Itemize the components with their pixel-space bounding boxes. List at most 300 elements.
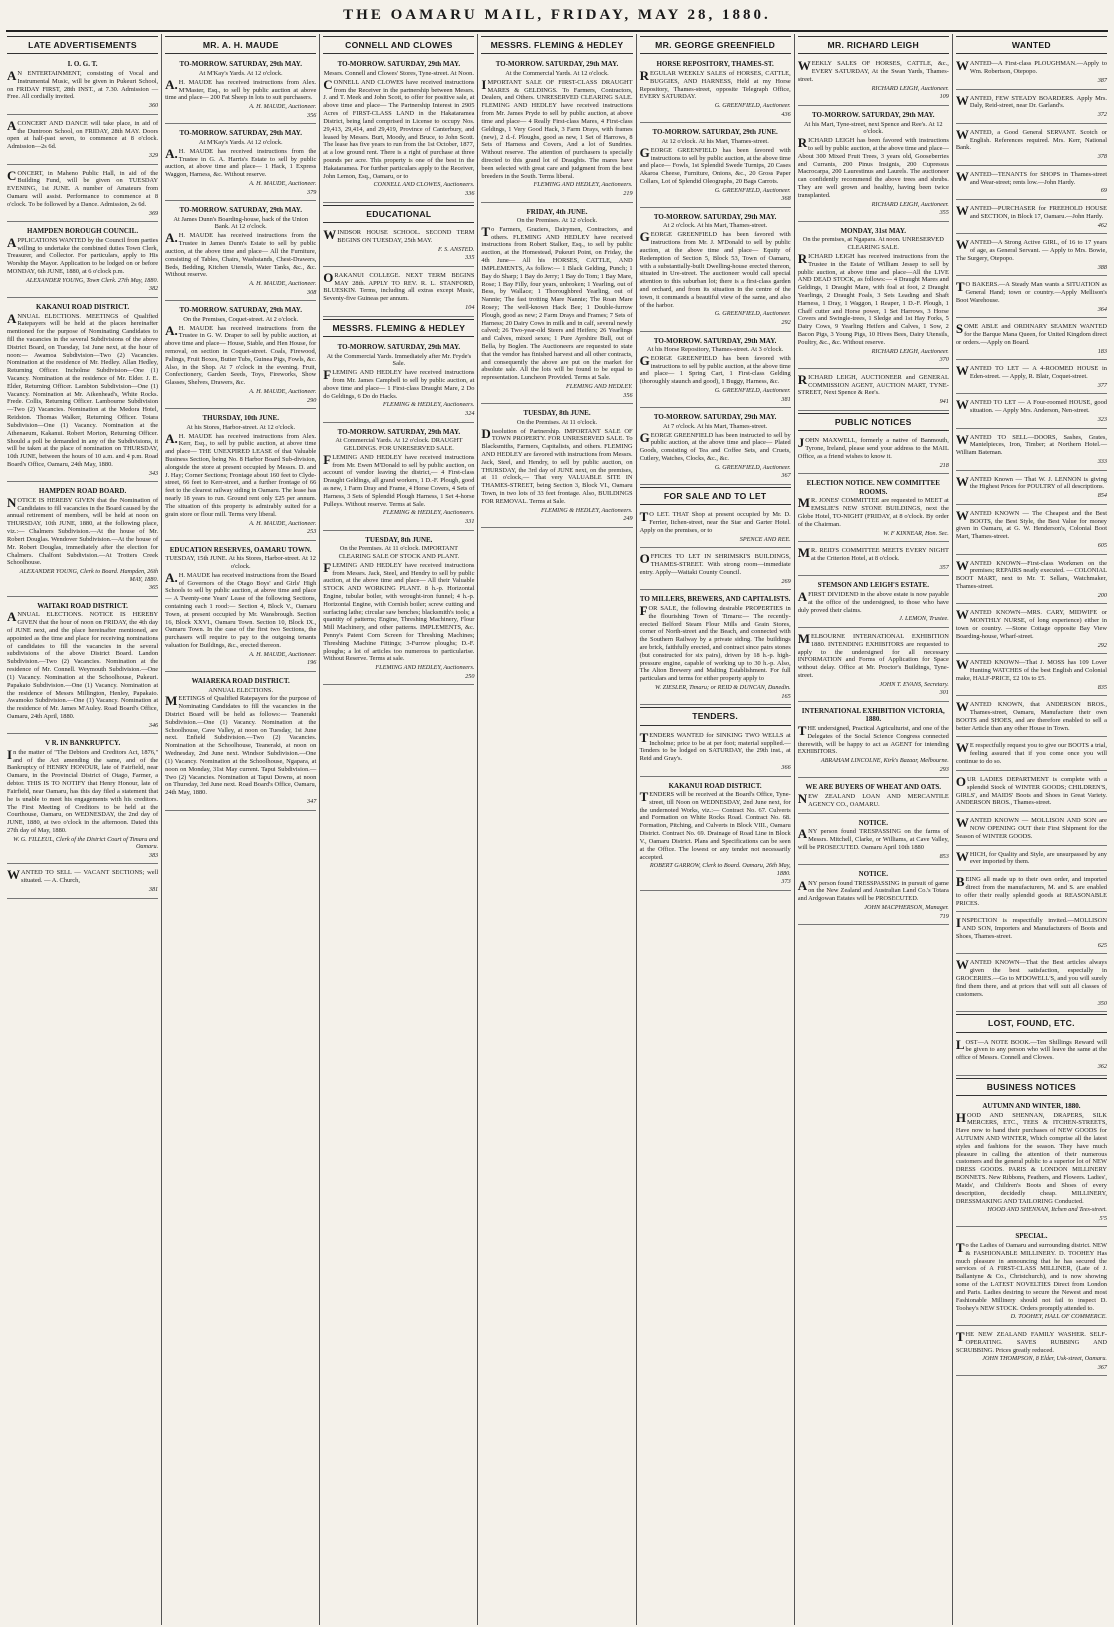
ad-signature: FLEMING AND HEDLEY. [566,383,633,391]
ad-title: TO-MORROW. SATURDAY, 29th MAY. [653,212,777,221]
ad-title: TO-MORROW. SATURDAY, 29th MAY. [179,306,302,315]
column-heading: MR. GEORGE GREENFIELD [640,36,791,54]
ad-body: WANTED TO LET — A Four-roomed HOUSE, good situation. — Apply Mrs. Anderson, Nen-street. [955,397,1107,415]
ad-signature: RICHARD LEIGH, Auctioneer. [871,200,949,208]
ad-title: SPECIAL. [1015,1232,1048,1241]
ad-subtitle: At the Commercial Yards. Immediately after Mr. Fryde's Sale. [326,352,472,368]
ad-body: WANTED Known — That W. J. LENNON is giving the Highest Prices for POULTRY of all descriptions. [955,473,1107,491]
ad-number: 269 [781,577,791,585]
ad-body: RICHARD LEIGH has received instructions from the Trustee in the Estate of William Jessep to sell by public auction, at above time and place—All the LIVE AND DEAD STOCK, as follows:— 4 Draught Mares and Geldings, 1 Draught Mare, with foal at foot, 2 Draught Yearlings, 2 Draught Foals, 3 Sets Leading and Shaft Harness, 1 Dray, 1 Waggon, 1 Reaper, 1 D.-F. Plough, 1 Chaff cutter and Horse power, 1 Set Harrows, 3 Horse Covers and Swingle-trees, 1 Sledge and 1st Hay Forks, 5 Dairy Cows, 9 Yearling Heifers and Calves, 1 Sow, 2 Bacon Pigs, 3 Young Pigs, 10 Hives Bees, Dairy Utensils, Poultry, &c., &c. Without reserve. [797,250,949,346]
ad-number: 69 [1100,187,1107,195]
ad-title: HAMPDEN ROAD BOARD. [38,487,127,496]
advertisement [956,1229,1107,1325]
ad-number: 308 [307,288,317,296]
ad-body: RICHARD LEIGH, AUCTIONEER and GENERAL COMMISSION AGENT, AUCTION MART, TYNE-STREET, Next Spence & Ree's. [797,371,949,397]
ad-number: 336 [465,189,475,197]
ad-subtitle: At M'Kay's Yards. At 12 o'clock. [198,138,283,146]
advertisement [956,656,1107,696]
advertisement [640,57,791,123]
ad-number: 356 [623,391,633,399]
advertisement [956,57,1107,89]
ad-number: 290 [307,396,317,404]
ad-signature: G. GREENFIELD, Auctioneer. [714,463,791,471]
ad-title: TO MILLERS, BREWERS, AND CAPITALISTS. [639,595,791,604]
column-heading: LATE ADVERTISEMENTS [7,36,158,54]
ad-body: NOTICE IS HEREBY GIVEN that the Nomination of Candidates to fill vacancies in the Board caused by the annual retirement of members, will be held at noon on THURSDAY, 10th JUNE, 1880, at the following place, viz.:— Chalmers Subdivision.—At the house of Mr. Robert Douglas. Wendover Subdivision.—At the house of Mr. Robert Douglas, immediately after the election for Chalmers. Chalfont Subdivision.—At Trotters Creek Schoolhouse. [7,494,159,567]
advertisement [956,848,1107,872]
advertisement [640,210,791,332]
ad-body: ORAKANUI COLLEGE. NEXT TERM BEGINS MAY 28th. APPLY TO REV. R. L. STANFORD, BLUESKIN. Terms, including all extras except Music, Seventy-five Guineas per annum. [323,269,475,303]
ad-body: AN ENTERTAINMENT, consisting of Vocal and Instrumental Music, will be given in Pukeuri School, on FRIDAY FIRST, 28th INST., at 7.30. Admission — Free. All cordially invited. [7,68,159,101]
ad-number: 219 [623,189,633,197]
ad-subtitle: At his Mart, Tyne-street, next Spence and Ree's. At 12 o'clock. [803,120,943,136]
ad-signature: HOOD AND SHENNAN, Itchen and Tees-street. [987,1206,1107,1214]
advertisement [7,300,158,482]
ad-title: HORSE REPOSITORY, THAMES-ST. [656,60,774,69]
advertisement [165,203,316,301]
columns-container [4,34,1110,1625]
ad-subtitle: On the premises, at Ngapara. At noon. UNRESERVED CLEARING SALE. [802,236,944,252]
ad-body: TO LET. THAT Shop at present occupied by Mr. D. Ferrier, Itchen-street, near the Star and Garter Hotel. Apply on the premises, or to [639,509,791,535]
ad-title: WAITAKI ROAD DISTRICT. [37,601,128,610]
ad-subtitle: At 2 o'clock. At his Mart, Thames-street. [663,222,768,230]
ad-title: HAMPDEN BOROUGH COUNCIL. [27,227,139,236]
section-heading: TENDERS. [640,707,791,725]
ad-title: TO-MORROW. SATURDAY, 29th MAY. [179,129,302,138]
ad-signature: JOHN THOMPSON, 8 Elder, Usk-street, Oamaru. [982,1355,1107,1363]
advertisement [956,473,1107,505]
ad-body: ANNUAL ELECTIONS. MEETINGS of Qualified Ratepayers will be held at the places hereinafter mentioned for the purpose of Nominating Candidates to fill the vacancies in the several Subdivisions of the above District Board, on Tuesday, 1st June next, at the hour of noon:— Awamoa Subdivision—Two (2) Vacancies. Nomination at the residence of Mr. Hedley. Allan Hedley, Returning Officer. Incholme Subdivision—One (1) Vacancy. Nomination at the residence of Mr. Elder. J. E. Elder, Returning Officer. Lambton Subdivision—One (1) Vacancy. Nomination at Mr. Aikenhead's, White Rocks. Frede. Collis, Returning Officer. Lambourne Subdivision—Two (2) Vacancies. Nomination at the Medora Hotel, Reidston. Thomas Walker, Returning Officer. Totara Subdivision—One (1) Vacancy. Nomination at the Athenaeum, Kakanui. Robert Morton, Returning Officer. Should a poll be demanded in any of the Subdivisions, it will be taken at the place of nomination on THURSDAY, 10th JUNE, between the hours of 10 a.m. and 4 p.m. Road Board's Office, Oamaru, 24th May, 1880. [7,310,159,468]
ad-number: 165 [781,692,791,700]
ad-number: 292 [781,318,791,326]
ad-number: 367 [1097,1363,1107,1371]
ad-subtitle: At M'Kay's Yards. At 12 o'clock. [198,70,283,78]
ad-body: To Farmers, Graziers, Dairymen, Contractors, and others. FLEMING AND HEDLEY have received instructions from Robert Stalker, Esq., to sell by public auction, at the Homestead, Pukeuri Point, on Friday, the 4th June— All his HORSES, CATTLE, AND IMPLEMENTS, As follow:— 1 Black Gelding, Punch; 1 Bay do Sharp; 1 Bay do Jerry; 1 Bay do Tom; 1 Bay Mare, Rose; 1 Bay Filly, four years, unbroken; 1 Yearling, out of Bess, by Wallace; 1 Thoroughbred Yearling, out of Nannie; The fast trotting Mare Nannie; The Roan Mare Rosey; The well-known Hack Bee; 1 Double-furrow Plough, good as new; 2 Farm Drays and Frames; 7 Sets of Harness; 20 Dairy Cows in milk and in calf, several newly calved; 26 Two-year-old Steers and Heifers; 26 Yearlings and Calves, mixed sexes; 1 Pure Ayrshire Bull, out of Bella, by Boglen. The Auctioneers are requested to state that the vendor has finished harvest and all other contracts, and consequently the above are put on the market for absolute sale. All the lots will be found to be equal to representation. Luncheon Provided. Terms at Sale. [481,223,633,382]
advertisement [956,914,1107,954]
ad-number: 382 [148,285,159,293]
advertisement [323,533,474,686]
ad-title: EDUCATION RESERVES, OAMARU TOWN. [169,545,312,554]
ad-title: WAIAREKA ROAD DISTRICT. [191,677,290,686]
advertisement [798,816,949,866]
advertisement [640,779,791,892]
ad-signature: A. H. MAUDE, Auctioneer. [249,280,317,288]
advertisement [798,434,949,474]
advertisement [956,1328,1107,1377]
ad-body: OUR LADIES DEPARTMENT is complete with a splendid Stock of WINTER GOODS; CHILDREN'S, GIRLS', and MAIDS' Boots and Shoes in Great Variety. ANDERSON BROS., Thames-street. [955,773,1107,807]
ad-signature: J. LEMON, Trustee. [899,615,949,623]
ad-signature: FLEMING AND HEDLEY, Auctioneers. [533,181,633,189]
ad-number: 329 [148,152,159,160]
ad-number: 333 [1097,458,1107,466]
advertisement [7,224,158,298]
ad-body: WANTED KNOWN—That the Best articles always given the best satisfaction, especially in GROCERIES.—Go to M'DOWELL'S, and you will surely find them there, and at prices that will suit all classes of customers. [955,957,1107,998]
advertisement [956,739,1107,770]
advertisement [323,226,474,267]
masthead-title: THE OAMARU MAIL, FRIDAY, MAY 28, 1880. [343,6,771,23]
ad-title: MONDAY, 31st MAY. [840,226,907,235]
ad-title: THURSDAY, 10th JUNE. [202,414,279,423]
ad-signature: W. G. FILLEUL, Clerk of the District Court of Timaru and Oamaru. [13,835,159,851]
ad-number: 378 [1097,153,1107,161]
advertisement [956,202,1107,234]
ad-title: TO-MORROW. SATURDAY, 29th MAY. [337,427,461,436]
advertisement [956,278,1107,318]
ad-title: AUTUMN AND WINTER, 1880. [982,1102,1081,1111]
advertisement [165,411,316,540]
ad-body: A.H. MAUDE has received instructions from the Trustee in James Dunn's Estate to sell by public auction, at the above time and place— All the Furniture, consisting of Tables, Chairs, Washstands, Chest-Drawers, Beds, Bedding, Kitchen Utensils, Water Tanks, &c., &c. Without reserve. [165,230,317,279]
ad-title: TO-MORROW. SATURDAY, 29th MAY. [653,336,777,345]
advertisement [7,57,158,114]
ad-body: WANTED TO LET — A 4-ROOMED HOUSE in Eden-street. — Apply, R. Blair, Coquet-street. [955,363,1107,381]
advertisement [798,57,949,106]
ad-body: WHICH, for Quality and Style, are unsurpassed by any ever imported by them. [955,848,1107,866]
advertisement [956,873,1107,912]
ad-number: 365 [148,584,159,592]
ad-body: FLEMING AND HEDLEY have received instructions from Messrs. Jack, Steel, and Hendry to sell by public auction, at the above time and place— All their Valuable STOCK AND WORKING PLANT. 8 h.-p. Horizontal Engine, tubular boiler, with wrought-iron funnel; 4 h.-p. Horizontal Engine, with Cornish boiler; screw cutting and surfacing lathe; circular saw benches; blacksmith's tools; a quantity of patterns; Engine, Threshing Machinery, Flour Mill Machinery, and other patterns. IMPLEMENTS, &c. Penny's Patent Corn Screen for Threshing Machines; Threshing Machine Fittings; 3-Furrow ploughs; D.-F. ploughs; a lot of articles too numerous to particularise. Without Reserve. Terms at sale. [323,559,475,663]
column-heading: MR. A. H. MAUDE [165,36,316,54]
ad-body: LOST—A NOTE BOOK.—Ten Shillings Reward will be given to any person who will leave the same at the office of Messrs. Connell and Clowes. [955,1036,1107,1062]
ad-signature: ABRAHAM LINCOLNE, Kirk's Bazaar, Melbourne. [820,757,949,765]
ad-body: GEORGE GREENFIELD has been favored with instructions to sell by public auction, at the above time and place— Fowls, 1st Splendid Swede Turnips, 20 Cases Akaroa Cheese, Furniture, Onions, &c., 20 Gross Paper Collars, Lot of Splendid Oleographs, 20 Bags Carrots. [639,144,791,185]
ad-number: 331 [465,517,475,525]
advertisement [956,698,1107,737]
ad-signature: ROBERT GARROW, Clerk to Board. Oamaru, 26th May, 1880. [649,862,791,877]
ad-signature: JOHN MACPHERSON, Manager. [864,904,949,912]
ad-body: WINDSOR HOUSE SCHOOL. SECOND TERM BEGINS ON TUESDAY, 25th MAY. [323,227,475,244]
ad-title: NOTICE. [858,818,888,827]
ad-number: 364 [1097,305,1107,313]
ad-title: I. O. G. T. [67,60,98,69]
ad-signature: RICHARD LEIGH, Auctioneer. [871,347,949,355]
ad-body: OFFICES TO LET IN SHRIMSKI'S BUILDINGS, THAMES-STREET. With strong room—immediate entry. Apply—Waitaki County Council. [639,551,791,577]
ad-body: WANTED, FEW STEADY BOARDERS. Apply Mrs. Daly, Reid-street, near Dr. Garland's. [955,92,1107,110]
ad-number: 355 [939,209,949,217]
advertisement [956,320,1107,360]
ad-body: In the matter of "The Debtors and Creditors Act, 1876," and of the Act amending the same, and of the Bankruptcy of HENRY HONOUR, late of Fairfield, near Oamaru, in the Provincial District of Otago, Farmer, a debtor. THIS IS TO NOTIFY that Henry Honour, late of Fairfield, near Oamaru, has this day filed a statement that he is unable to meet his engagements with his creditors. The First Meeting of Creditors to be held at the Courthouse, Oamaru, on WEDNESDAY, the 2nd day of JUNE, 1880, at two o'clock in the afternoon. Dated this 27th day of May, 1880. [7,746,159,834]
ad-signature: SPENCE AND REE. [739,535,791,543]
ad-body: JOHN MAXWELL, formerly a native of Banmouth, Tyrone, Ireland, please send your address to the MAIL Office, as a friend wishes to know it. [797,435,949,460]
ad-number: 356 [307,111,317,119]
ad-title: WE ARE BUYERS OF WHEAT AND OATS. [805,783,942,792]
advertisement [7,599,158,734]
ad-body: A.H. MAUDE has received instructions from Alex. M'Master, Esq., to sell by public auction at above time and place— 200 Fat Sheep in lots to suit purchasers. [165,76,317,102]
ad-number: 104 [465,304,475,311]
advertisement [481,205,632,405]
ad-body: HOOD AND SHENNAN, DRAPERS, SILK MERCERS, ETC., TEES & ITCHEN-STREETS, Have now to hand their purchases of NEW GOODS for AUTUMN AND WINTER, Which comprise all the latest styles and fashions for the season. They have much pleasure in calling the attention of their numerous customers and the general public to a superior lot of NEW DRESS GOODS. PARIS & LONDON MILLINERY BONNETS. New Ribbons, Feathers, and Flowers. Ladies', Maids', and Children's Boots and Shoes of every description, decidedly cheap. MILLINERY, DRESSMAKING AND TAILORING Conducted. [955,1109,1107,1205]
ad-body: WANTED KNOWN — The Cheapest and the Best BOOTS, the Best Style, the Best Value for money given in Oamaru, at G. W. Henderson's, Colonial Boot Mart, Thames-street. [955,507,1107,541]
advertisement [165,543,316,672]
ad-subtitle: Messrs. Connell and Clowes' Stores, Tyne-street. At Noon. [323,70,474,78]
ad-signature: A. H. MAUDE, Auctioneer. [249,650,317,658]
advertisement [956,168,1107,200]
ad-number: 368 [781,195,791,203]
ad-number: 301 [939,689,949,697]
ad-number: 249 [623,515,633,523]
ad-number: 347 [307,797,317,805]
ad-subtitle: At Commercial Yards. At 12 o'clock. DRAUGHT GELDINGS. FOR UNRESERVED SALE. [335,437,463,452]
advertisement [7,866,158,898]
ad-signature: W. F KINNEAR, Hon. Sec. [883,529,949,537]
ad-body: A.H. MAUDE has received instructions from the Board of Governors of the Otago Boys' and Girls' High Schools to sell by public auction, at above time and place— A Twenty-one Years' Lease of the following Sections, containing each 1 rood:— Section 4, Block V., Oamaru Town, at present occupied by Mr. Wansbrough. Section 16, Block XXVI., Oamaru Town. Section 10, Block IX., Oamaru Town. In the case of the first two Sections, the purchasers will require to pay to the outgoing tenants valuation for Buildings, &c., erected thereon. [165,569,317,650]
ad-body: APPLICATIONS WANTED by the Council from parties willing to undertake the combined duties Town Clerk, Treasurer, and Collector. For particulars, apply to His Worship the Mayor. Application to be lodged on or before MONDAY, 6th JUNE, 1880, at 6 o'clock p.m. [7,234,159,276]
advertisement [798,780,949,813]
ad-number: 625 [1097,941,1107,949]
ad-body: THE undersigned, Practical Agriculturist, and one of the Delegates of the Social Science Congress connected therewith, will be happy to act as AGENT for intending EXHIBITORS. [797,723,949,756]
ad-number: 370 [939,356,949,364]
ad-number: 941 [939,398,949,406]
advertisement [956,814,1107,845]
ad-body: A.H. MAUDE has received instructions from the Trustee in G. W. Draper to sell by public auction, at above time and place— House, Stable, and Hen House, for removal, on section in Coquet-street. Coals, Firewood, Palings, Fruit Boxes, Butter Tubs, Guinea Pigs, Fowls, &c. Also, in the Shop. At 7 o'clock in the evening. Fruit, Confectionery, Garden Seeds, Toys, Fireworks, Show Glasses, Shelves, Drawers, &c. [165,322,317,387]
ad-title: TO-MORROW. SATURDAY, 29th MAY. [337,343,461,352]
ad-body: FOR SALE, the following desirable PROPERTIES in the flourishing Town of Timaru:— The recently-erected Belford Steam Flour Mills and Grain Stores, corner of North-street and the Beach, and connected with the Southern Railway by a private siding. The buildings are brick, faithfully erected, and contract since pairs stones (but constructed for six pairs), driven by 18 h.-p. high-pressure engine, capable of working up to 30 h.-p. Also, The Alton Brewery and Malting Establishment. For full particulars and terms for either property apply to [639,602,791,683]
ad-number: 343 [148,469,159,477]
ad-body: WANTED—PURCHASER for FREEHOLD HOUSE and SECTION, in Block 17, Oamaru.—John Hardy. [955,203,1107,220]
ad-number: 379 [307,188,317,196]
ad-number: 183 [1097,347,1107,355]
ad-body: ACONCERT AND DANCE will take place, in aid of the Duntroon School, on FRIDAY, 28th MAY. Doors open at half-past seven, to commence at 8 o'clock. Admission—2s 6d. [7,117,159,151]
ad-body: WANTED TO SELL—DOORS, Sashes, Grates, Mantelpieces, Iron, Timber; at Northern Hotel.—William Bateman. [955,431,1107,457]
ad-title: STEMSON AND LEIGH'S ESTATE. [817,581,929,590]
ad-body: MR. JONES' COMMITTEE are requested to MEET at EMSLIE'S NEW STONE BUILDINGS, next the Globe Hotel, TO-NIGHT (FRIDAY, at 8 o'clock. By order of the Chairman. [797,495,949,528]
ad-number: 293 [939,765,949,773]
column-3 [320,34,478,1625]
ad-subtitle: At the Commercial Yards. At 12 o'clock. [505,70,609,78]
ad-number: 253 [307,528,317,536]
ad-title: TO-MORROW. SATURDAY, 29th JUNE. [652,128,778,137]
ad-signature: A. H. MAUDE, Auctioneer. [249,388,317,396]
ad-subtitle: At 7 o'clock. At his Mart, Thames-street. [663,422,768,430]
ad-title: TO-MORROW. SATURDAY, 29th MAY. [337,60,461,69]
ad-number: 109 [939,93,949,101]
advertisement [640,592,791,705]
ad-number: 196 [307,659,317,667]
advertisement [956,362,1107,394]
ad-number: 350 [1097,999,1107,1007]
ad-subtitle: On the Premises. At 12 o'clock. [516,217,598,225]
ad-body: WANTED KNOWN — MOLLISON AND SON are NOW OPENING OUT their First Shipment for the Season of WINTER GOODS. [955,815,1107,840]
section-heading: MESSRS. FLEMING & HEDLEY [323,319,474,337]
column-2 [162,34,320,1625]
advertisement [956,236,1107,276]
ad-number: 200 [1097,591,1107,599]
ad-subtitle: On the Premises. At 11 o'clock. [516,418,598,426]
ad-body: CONNELL AND CLOWES have received instructions from the Receiver in the partnership between Messrs. J. and T. Meek and John Scott, to offer for positive sale, at above time and place— The Partnership Interest in 2905 Acres of FIRST-CLASS LAND in the Hakataramea District, being land comprised in License to occupy Nos. 29,413, 29,414, and 29,419, Province of Canterbury, and leased by Messrs. Burt, Moody, and Bruce, to John Scott. The lease has five years to run from the 1st October, 1877, at a low ground rent. There is a right of purchase at three pounds per acre. This property is one of the best in the Hakataramea. For further particulars apply to the Receiver, John Lemon, Esq., Oamaru, or to [323,76,475,180]
ad-signature: CONNELL AND CLOWES, Auctioneers. [373,181,475,189]
advertisement [798,476,949,542]
ad-signature: G. GREENFIELD, Auctioneer. [714,387,791,395]
advertisement [956,507,1107,555]
advertisement [798,867,949,925]
ad-number: 369 [148,209,159,217]
ad-number: 436 [781,110,791,118]
advertisement [165,674,316,810]
ad-body: CONCERT, in Maheno Public Hall, in aid of the Building Fund, will be given on TUESDAY EVENING, 1st JUNE. A number of Amateurs from Oamaru will assist. Performance to commence at 8 o'clock. To be followed by a Dance. Admission, 2s 6d. [7,167,159,208]
masthead [6,0,1108,32]
ad-number: 373 [781,878,791,886]
ad-title: KAKANUI ROAD DISTRICT. [668,781,762,790]
ad-body: WANTED KNOWN—MRS. CARY, MIDWIFE or MONTHLY NURSE, of long experience) either in town or country. —Stone Cottage opposite Bay View Boarding-house, Wharf-street. [955,607,1107,640]
column-heading: CONNELL AND CLOWES [323,36,474,54]
advertisement [640,334,791,409]
ad-body: GEORGE GREENFIELD has been favored with instructions to sell by public auction, at the above time and place— 1 Spring Cart, 1 First-class Gelding (thoroughly staunch and good), 1 Buggy, Harness, &c. [639,352,791,386]
advertisement [956,1036,1107,1076]
ad-number: 388 [1097,263,1107,271]
ad-body: TENDERS will be received at the Board's Office, Tyne-street, till Noon on WEDNESDAY, 2nd June next, for the undernoted Works, viz.:— Contract No. 67. Culverts and Formation on White Rocks Road. Contract No. 68. Formation, Pitching, and Culverts in Block VIII., Oamaru District. Contract No. 69. Drainage of Road Line in Block V., Oamaru District. Plans and Specifications can be seen at the Office. The lowest or any tender not necessarily accepted. [639,789,791,861]
ad-body: REGULAR WEEKLY SALES of HORSES, CATTLE, BUGGIES, AND HARNESS, Held at my Horse Repository, Thames-street, opposite Telegraph Office, EVERY SATURDAY. [639,68,791,101]
ad-title: KAKANUI ROAD DISTRICT. [36,302,130,311]
ad-subtitle: TUESDAY, 15th JUNE. At his Stores, Harbor-street. At 12 o'clock. [165,555,316,570]
ad-number: 854 [1097,492,1107,500]
ad-signature: A. H. MAUDE, Auctioneer. [249,179,317,187]
advertisement [640,550,791,590]
ad-subtitle: At James Dunn's Boarding-house, back of the Union Bank. At 12 o'clock. [173,215,309,231]
advertisement [323,269,474,317]
ad-subtitle: On the Premises. At 11 o'clock. IMPORTANT CLEARING SALE OF STOCK AND PLANT. [338,545,460,560]
ad-title: FRIDAY, 4th JUNE. [526,207,588,216]
advertisement [640,125,791,208]
ad-body: MELBOURNE INTERNATIONAL EXHIBITION 1880. INTENDING EXHIBITORS are requested to apply to the undersigned for all necessary INFORMATION and Forms of Application for Space without delay. Office at Mr. Proctor's Buildings, Tyne-street. [797,630,949,679]
ad-body: MEETINGS of Qualified Ratepayers for the purpose of Nominating Candidates to fill the vacancies in the District Board will be held as follows:— Teaneraki Subdivision.—One (1) Vacancy. Nomination at the Schoolhouse, Cave Valley, at noon on Tuesday, 1st June next. Enfield Subdivision.—Two (2) Vacancies. Nomination at the Schoolhouse, Teaneraki, at noon on Wednesday, 2nd June next. Windsor Subdivision.—One (1) Vacancy. Nomination at the Schoolhouse, Ngapara, at noon on Monday, 31st May current. Tapui Subdivision.—Two (2) Vacancies. Nomination at Tapui Downs, at noon on Thursday, 3rd June next. Road Board's Office, Oamaru, 24th May, 1880. [165,693,317,797]
ad-body: To the Ladies of Oamaru and surrounding district. NEW & FASHIONABLE MILLINERY. D. TOOHEY Has much pleasure in announcing that he has secured the services of A FIRST-CLASS MILLINER, (Late of J. Ballantyne & Co., Christchurch), and is now showing some of the LATEST NOVELTIES Direct from London and Paris. Ladies desiring to secure the Newest and most Fashionable Millinery should not fail to inspect D. Toohey's NEW STOCK. Orders promptly attended to. [955,1240,1107,1312]
ad-number: 462 [1097,221,1107,229]
ad-number: 372 [1097,111,1107,119]
column-4 [478,34,636,1625]
ad-number: 218 [939,461,949,469]
section-heading: EDUCATIONAL [323,205,474,223]
ad-subtitle: At 12 o'clock. At his Mart, Thames-street. [661,137,769,145]
ad-signature: A. H. MAUDE, Auctioneer. [249,519,317,527]
ad-title: TO-MORROW. SATURDAY, 29th MAY. [179,60,302,69]
advertisement [7,167,158,223]
ad-body: A.H. MAUDE has received instructions from the Trustee in G. A. Harris's Estate to sell by public auction, at above time and place— 1 Hack, 1 Express Waggon, Harness, &c. Without reserve. [165,145,317,179]
ad-number: 853 [939,852,949,860]
ad-number: 324 [465,410,475,418]
ad-body: WANTED KNOWN, that ANDERSON BROS., Thames-street, Oamaru, Manufacture their own BOOTS and SHOES, and are therefore enabled to sell a better Article than any other House in Town. [955,699,1107,732]
ad-title: TO-MORROW. SATURDAY, 29th MAY. [653,413,777,422]
ad-body: WANTED KNOWN—First-class Workmen on the premises; REPAIRS neatly executed. — COLONIAL BOOT MART, next to Mr. T. Sellars, Watchmaker, Thames-street. [955,557,1107,591]
advertisement [956,396,1107,428]
ad-signature: G. GREENFIELD, Auctioneer. [714,310,791,318]
ad-body: WANTED—TENANTS for SHOPS in Thames-street and Wear-street; rents low.—John Hardy. [955,168,1107,186]
ad-number: 381 [781,395,791,403]
advertisement [165,57,316,124]
advertisement [798,224,949,369]
advertisement [7,736,158,864]
ad-body: IMPORTANT SALE OF FIRST-CLASS DRAUGHT MARES & GELDINGS. To Farmers, Contractors, Dealers, and Others. UNRESERVED CLEARING SALE. FLEMING AND HEDLEY have received instructions from Mr. James Pryde to sell by public auction, at above time and place— 4 Really First-class Mares, 4 First-class Geldings, 1 Very Good Hack, 3 Farm Drays, with frames (new), 2 d.-f. Ploughs, good as new, 1 Set of Harrows, 8 Sets of Harness and Covers, And a lot of Sundries. Without reserve. The attention of purchasers is specially directed to this grand lot of Draughts. The mares have been selected with great care and judgment from the best breeders in the South. Terms liberal. [481,76,633,180]
ad-body: INSPECTION is respectfully invited.—MOLLISON AND SON, Importers and Manufacturers of Boots and Shoes, Thames-street. [955,915,1107,941]
column-6 [795,34,953,1625]
column-heading: WANTED [956,36,1107,54]
advertisement [640,729,791,777]
advertisement [956,557,1107,605]
advertisement [798,371,949,411]
ad-number: 719 [939,912,949,920]
ad-body: GEORGE GREENFIELD has been instructed to sell by public auction, at the above time and place— Plated Goods, consisting of Tea and Coffee Sets, and Cruets, Cutlery, Watches, Clocks, &c., &c. [639,429,791,463]
ad-number: 605 [1097,542,1107,550]
column-5 [637,34,795,1625]
column-7 [953,34,1110,1625]
advertisement [956,431,1107,471]
ad-number: 360 [148,102,159,110]
advertisement [798,704,949,778]
advertisement [481,57,632,202]
ad-number: 381 [148,886,159,894]
advertisement [640,410,791,485]
ad-signature: A. H. MAUDE, Auctioneer. [249,103,317,111]
ad-body: FLEMING AND HEDLEY have received instructions from Mr. James Campbell to sell by public auction, at above time and place— 1 First-class Draught Mare, 2 Do do Geldings, 6 Do do Hacks. [323,367,475,400]
column-heading: MR. RICHARD LEIGH [798,36,949,54]
ad-signature: JOHN T. EVANS, Secretary. [879,680,949,688]
ad-signature: F. S. ANSTED. [438,245,475,253]
ad-title: TO-MORROW. SATURDAY, 29th MAY. [495,60,619,69]
ad-number: 835 [1097,683,1107,691]
ad-number: 362 [1097,1063,1107,1071]
ad-signature: G. GREENFIELD, Auctioneer. [714,102,791,110]
ad-signature: RICHARD LEIGH, Auctioneer. [871,84,949,92]
advertisement [798,108,949,222]
advertisement [956,126,1107,166]
ad-body: A.H. MAUDE has received instructions from Alex. Kerr, Esq., to sell by public auction, at above time and place— THE UNEXPIRED LEASE of that Valuable Business Section, being No. 8 Harbor Board Sub-division, alongside the store at present occupied by Messrs. D. and J. Hay; Corner Sections; Frontage about 160 feet to Clyde-street, 66 feet to Kerr-street, and a further frontage of 66 feet to the clearest railway siding in Oamaru. The lease has nearly 18 years to run. Ground rent only £25 per annum. The situation of this property is admirably suited for a grain store or flour mill. Terms very liberal. [165,430,317,518]
ad-body: TO BAKERS.—A Steady Man wants a SITUATION as General Hand; town or country.—Apply Mellison's Boot Warehouse. [955,279,1107,304]
ad-title: V R. IN BANKRUPTCY. [44,739,121,748]
advertisement [323,340,474,423]
ad-body: WANTED—A Strong Active GIRL, of 16 to 17 years of age, as General Servant. — Apply to Mrs. Bowie, The Surgery, Otepopo. [955,237,1107,262]
advertisement [956,92,1107,124]
ad-number: 367 [781,472,791,480]
ad-number: 292 [1097,641,1107,649]
section-heading: LOST, FOUND, ETC. [956,1014,1107,1032]
advertisement [481,406,632,528]
ad-body: AFIRST DIVIDEND in the above estate is now payable at the office of the undersigned, to those who have duly proved their claims. [797,588,949,614]
ad-body: WANTED TO SELL — VACANT SECTIONS; well situated. — A. Church, [7,867,159,885]
ad-body: SOME ABLE and ORDINARY SEAMEN WANTED for the Barque Mana Queen, for United Kingdom direct or orders.—Apply on Board. [955,321,1107,346]
ad-number: 377 [1097,381,1107,389]
ad-subtitle: On the Premises, Coquet-street. At 2 o'clock. [183,315,299,323]
ad-title: TO-MORROW. SATURDAY, 29th MAY. [179,206,302,215]
ad-body: TENDERS WANTED for SINKING TWO WELLS at Incholme; price to be at per foot; material supplied.—Tenders to be lodged on SATURDAY, the 29th inst., at Reid and Gray's. [639,729,791,763]
ad-number: 383 [148,851,159,859]
advertisement [798,544,949,576]
advertisement [956,1099,1107,1227]
advertisement [956,956,1107,1012]
ad-body: WANTED KNOWN—That J. MOSS has 109 Lover Hunting WATCHES of the best English and Colonial make, HALF-PRICE, £2 10s to £5. [955,657,1107,682]
ad-subtitle: ANNUAL ELECTIONS. [208,686,274,694]
ad-number: 346 [148,721,159,729]
advertisement [640,508,791,548]
ad-title: TO-MORROW. SATURDAY, 29th MAY. [812,111,935,120]
ad-signature: W. ZIESLER, Timaru; or REID & DUNCAN, Dunedin. [654,684,791,692]
section-heading: PUBLIC NOTICES [798,413,949,431]
ad-title: NOTICE. [858,870,888,879]
section-heading: BUSINESS NOTICES [956,1078,1107,1096]
section-heading: FOR SALE AND TO LET [640,487,791,505]
column-heading: MESSRS. FLEMING & HEDLEY [481,36,632,54]
ad-title: TUESDAY, 8th JUNE. [365,535,433,544]
ad-body: WEEKLY SALES OF HORSES, CATTLE, &c., EVERY SATURDAY, At the Swan Yards, Thames-street. [797,58,949,84]
ad-body: RICHARD LEIGH has been favored with instructions to sell by public auction, at the above time and place— About 300 Mixed Fruit Trees, 3 years old, Gooseberries and Currants, 200 Pinus Insignis, 200 Cupressus Macrocarpa, 200 Laurestinus and Laurels. The auctioneer can confidently recommend the above trees and shrubs. They are well grown and healthy, having been twice transplanted. [797,135,949,199]
ad-body: FLEMING AND HEDLEY have received instructions from Mr. Ewen M'Donald to sell by public auction, on account of vendor leaving the district,— 4 First-class Draught Geldings, all grand workers, 1 D.-F. Plough, good as new, 1 Farm Dray and Frame, 4 Horse Covers, 4 Sets of Harness, 3 Sets of Splendid Plough Harness, 1 Set 4-horse Pulleys. Without reserve. Terms at Sale. [323,451,475,508]
ad-body: ANNUAL ELECTIONS. NOTICE IS HEREBY GIVEN that the hour of noon on FRIDAY, the 4th day of JUNE next, and the place hereinafter mentioned, are appointed as the time and place for receiving nominations of candidates to fill the vacancies in the several subdivisions of the above District Board. Landon Subdivision.—Two (2) Vacancies. Nomination at the residence of Mr. Connell. Weymouth Subdivision.—One (1) Vacancy. Nomination at the Schoolhouse, Pukeuri. Papakaio Subdivision.—One (1) Vacancy. Nomination at the residence of Messrs Millington, Henley, Papakaio. Awamoko Subdivision.—One (1) Vacancy. Nomination at the residence of Mr. James M'Auley. Road Board's Office, Oamaru, 24th April, 1880. [7,609,159,720]
advertisement [7,484,158,597]
ad-body: WANTED, a Good General SERVANT. Scotch or English. References required. Mrs. Kerr, National Bank. [955,126,1107,152]
advertisement [7,117,158,165]
advertisement [323,57,474,202]
advertisement [165,126,316,201]
ad-body: MR. REID'S COMMITTEE MEETS EVERY NIGHT at the Criterion Hotel, at 8 o'clock. [797,545,949,563]
ad-subtitle: At his Stores, Harbor-street. At 12 o'clock. [186,423,296,431]
advertisement [165,303,316,409]
